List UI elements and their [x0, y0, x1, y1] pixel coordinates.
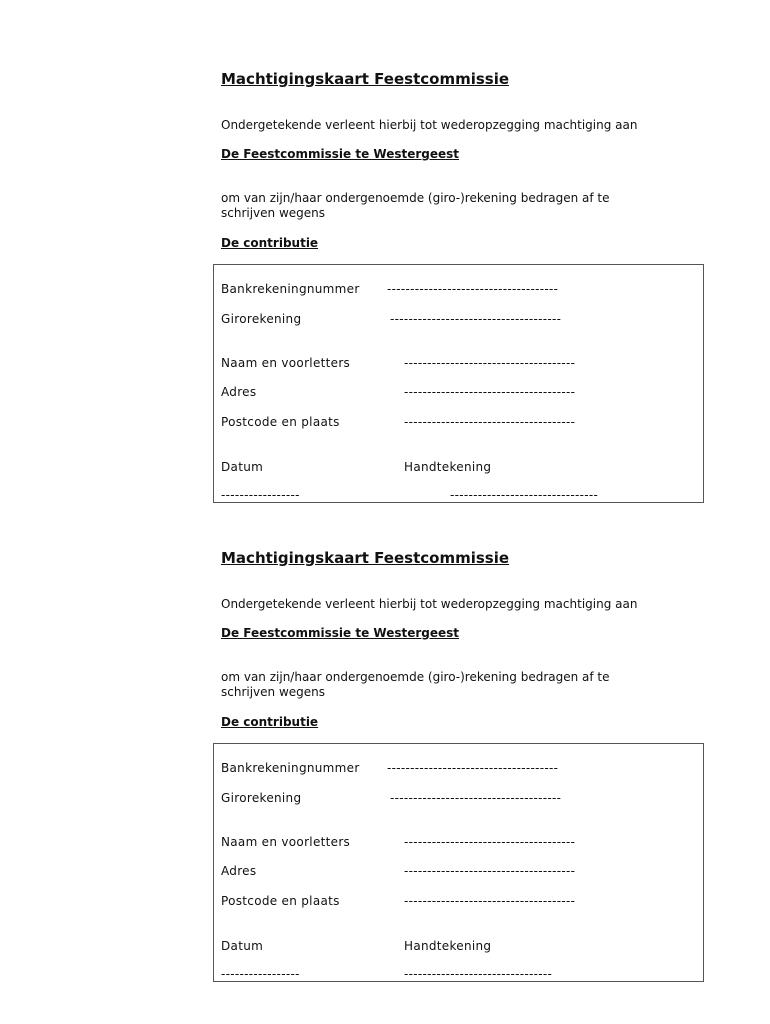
bank-account-label: Bankrekeningnummer [221, 761, 360, 775]
intro-text: Ondergetekende verleent hierbij tot wederopzegging machtiging aan [221, 118, 638, 132]
postcode-city-field[interactable]: ------------------------------------- [404, 415, 576, 429]
card-title: Machtigingskaart Feestcommissie [221, 549, 510, 567]
intro-text: Ondergetekende verleent hierbij tot wederopzegging machtiging aan [221, 597, 638, 611]
signature-label: Handtekening [404, 939, 492, 953]
address-field[interactable]: ------------------------------------- [404, 385, 576, 399]
purpose-text-line2: schrijven wegens [221, 685, 326, 699]
bank-account-field[interactable]: ------------------------------------- [387, 282, 559, 296]
name-label: Naam en voorletters [221, 835, 351, 849]
purpose-text-line1: om van zijn/haar ondergenoemde (giro-)rekening bedragen af te [221, 670, 610, 684]
giro-account-label: Girorekening [221, 312, 302, 326]
date-field[interactable]: ----------------- [221, 967, 300, 981]
postcode-city-label: Postcode en plaats [221, 415, 340, 429]
postcode-city-field[interactable]: ------------------------------------- [404, 894, 576, 908]
giro-account-label: Girorekening [221, 791, 302, 805]
organization-name: De Feestcommissie te Westergeest [221, 626, 460, 640]
reason-text: De contributie [221, 715, 319, 729]
form-box [213, 743, 704, 982]
giro-account-field[interactable]: ------------------------------------- [390, 791, 562, 805]
postcode-city-label: Postcode en plaats [221, 894, 340, 908]
card-title: Machtigingskaart Feestcommissie [221, 70, 510, 88]
organization-name: De Feestcommissie te Westergeest [221, 147, 460, 161]
purpose-text-line1: om van zijn/haar ondergenoemde (giro-)rekening bedragen af te [221, 191, 610, 205]
address-field[interactable]: ------------------------------------- [404, 864, 576, 878]
address-label: Adres [221, 385, 257, 399]
signature-field[interactable]: -------------------------------- [450, 488, 599, 502]
name-field[interactable]: ------------------------------------- [404, 356, 576, 370]
name-label: Naam en voorletters [221, 356, 351, 370]
signature-field[interactable]: -------------------------------- [404, 967, 553, 981]
date-field[interactable]: ----------------- [221, 488, 300, 502]
address-label: Adres [221, 864, 257, 878]
date-label: Datum [221, 460, 264, 474]
bank-account-label: Bankrekeningnummer [221, 282, 360, 296]
date-label: Datum [221, 939, 264, 953]
reason-text: De contributie [221, 236, 319, 250]
bank-account-field[interactable]: ------------------------------------- [387, 761, 559, 775]
signature-label: Handtekening [404, 460, 492, 474]
name-field[interactable]: ------------------------------------- [404, 835, 576, 849]
giro-account-field[interactable]: ------------------------------------- [390, 312, 562, 326]
form-box [213, 264, 704, 503]
purpose-text-line2: schrijven wegens [221, 206, 326, 220]
